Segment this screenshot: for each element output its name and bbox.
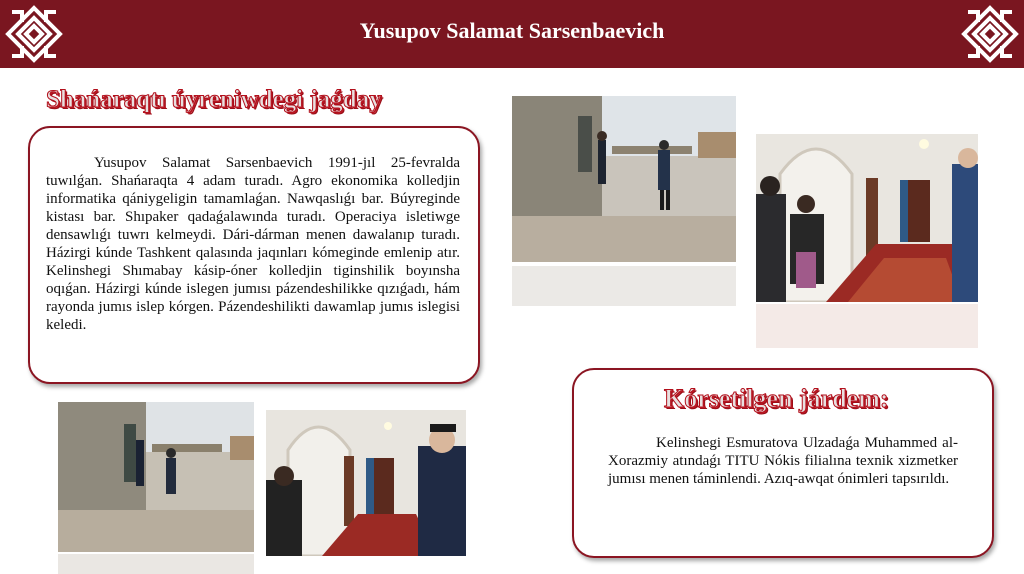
photo-interior-visit bbox=[266, 410, 466, 556]
assistance-text: Kelinshegi Esmuratova Ulzadaǵa Muhammed al-Xorazmiy atındaǵı TITU Nókis filialına texnik xizmetker jumısı menen táminlendi. Azıq-awqat ónimleri tapsırıldı. bbox=[608, 435, 958, 487]
section-heading-family-situation: Shańaraqtı úyreniwdegi jaǵday bbox=[46, 86, 382, 113]
page-title: Yusupov Salamat Sarsenbaevich bbox=[359, 18, 665, 43]
header-bar bbox=[0, 0, 1024, 68]
photo-reflection bbox=[58, 554, 254, 574]
section-heading-assistance: Kórsetilgen járdem: bbox=[664, 384, 889, 413]
ornament-icon bbox=[960, 4, 1020, 64]
family-situation-text: Yusupov Salamat Sarsenbaevich 1991-jıl 25-fevralda tuwılǵan. Shańaraqta 4 adam turadı. Agro ekonomika kolledjin informatika qániygeligin tamamlaǵan. Nawqaslıǵı bar. Búyreginde kistası bar. Shıpaker qadaǵalawında turadı. Operaciya isletiwge densawlıǵı tuwrı kelmeydi. Dári-dárman menen dawalanıp turadı. Házirgi kúnde Tashkent qalasında jaqınları kómeginde emlenip atır. Kelinshegi Shımabay kásip-óner kolledjin tiginshilik boyınsha oqıǵan. Házirgi kúnde islegen jumısı pázendeshilikke qızıǵadı, hám rayonda jumıs islep kórgen. Pázendeshilikti dawamlap jumıs islegisi keledi. bbox=[46, 155, 460, 333]
photo-reflection bbox=[756, 304, 978, 348]
photo-house-exterior bbox=[512, 96, 736, 262]
photo-reflection bbox=[512, 266, 736, 306]
photo-interior-family bbox=[756, 134, 978, 302]
photo-house-entrance bbox=[58, 402, 254, 552]
